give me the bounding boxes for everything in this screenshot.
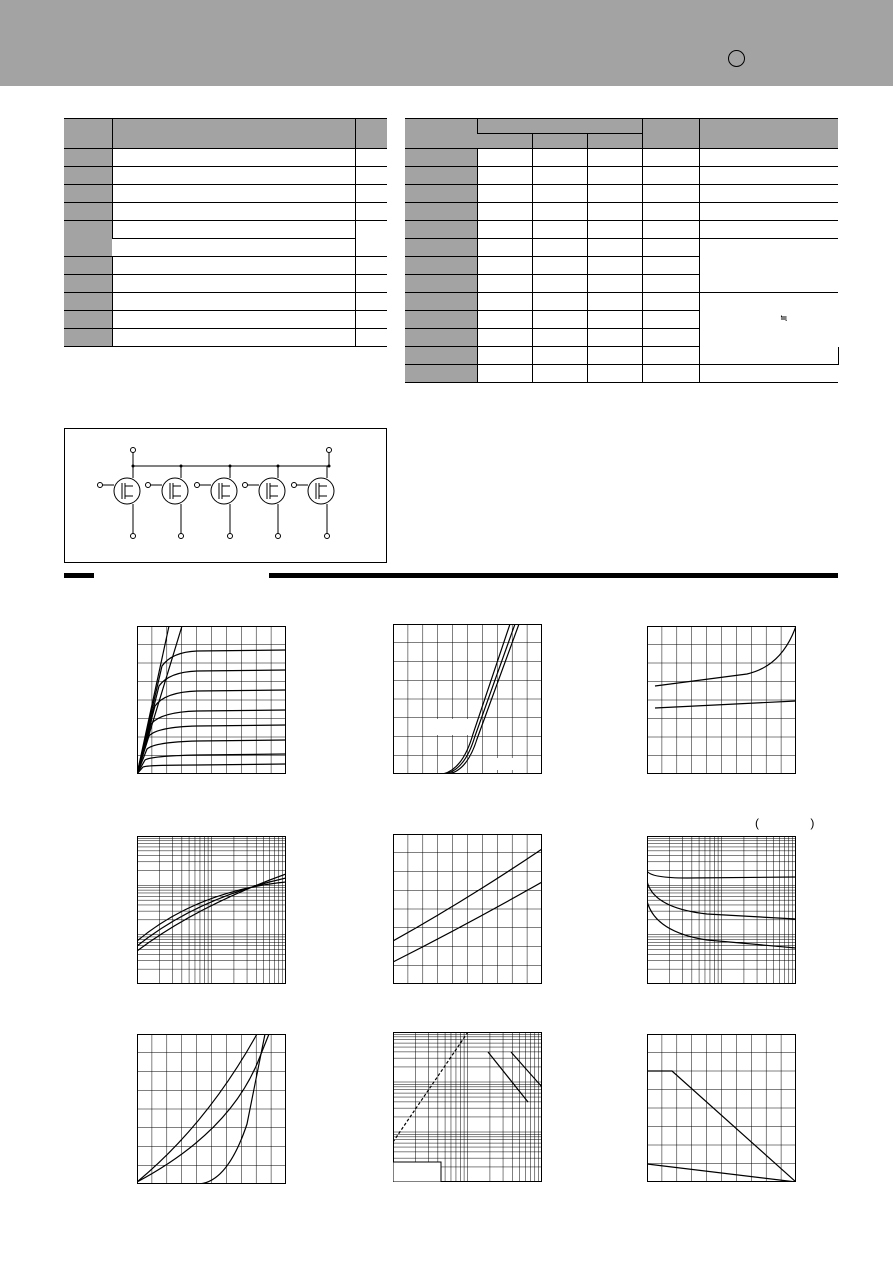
table-row: [405, 239, 838, 257]
label-box: [483, 758, 518, 770]
grid: [647, 626, 796, 774]
table-row: [64, 257, 387, 275]
curve-2: [655, 701, 796, 708]
transistor-2: [146, 466, 189, 539]
transistor-5: [292, 466, 335, 539]
section-bar-right: [269, 573, 838, 578]
table-row: [405, 149, 838, 167]
chart-9: [647, 1034, 796, 1182]
label-box: [433, 719, 468, 735]
curve-1: [655, 626, 796, 686]
chart-7: [137, 1034, 286, 1184]
chart-4: [137, 836, 286, 984]
grid: [137, 836, 286, 984]
electrical-characteristics-table: [405, 118, 838, 383]
transistor-3: [195, 466, 238, 539]
table-row: [64, 185, 387, 203]
curve-1: [137, 1034, 257, 1182]
curve-2: [137, 1034, 269, 1182]
table-row: [405, 167, 838, 185]
chart-3: [647, 626, 796, 774]
table-row: [64, 203, 387, 221]
table-row: [405, 365, 838, 383]
table-row: [405, 293, 838, 311]
grid: [393, 624, 542, 774]
circle-mark-icon: [728, 50, 745, 67]
grid: [393, 834, 542, 984]
curve-2: [488, 1052, 528, 1102]
table-row: [405, 221, 838, 239]
transistor-1: [98, 466, 141, 539]
grid: [393, 1032, 542, 1182]
circuit-diagram: [64, 428, 387, 563]
paren-marks: ( ): [755, 816, 839, 830]
approx-symbol: ≒: [780, 313, 788, 323]
table-row: [64, 293, 387, 311]
label-box: [393, 1162, 441, 1182]
chart-2: [393, 624, 542, 774]
header-band: [0, 0, 893, 86]
table-header-row: [405, 119, 838, 134]
table-row: [64, 221, 387, 239]
transistor-4: [243, 466, 286, 539]
table-row: [64, 239, 387, 257]
grid: [647, 836, 796, 984]
table-row: [64, 329, 387, 347]
circuit-svg: [65, 429, 386, 562]
table-row: [405, 203, 838, 221]
chart-8: [393, 1032, 542, 1182]
chart-1: [137, 626, 286, 774]
table-row: [64, 167, 387, 185]
section-bar-left: [64, 573, 94, 578]
table-row: [64, 275, 387, 293]
chart-6: [647, 836, 796, 984]
absolute-ratings-table: [64, 118, 387, 347]
table-row: [64, 311, 387, 329]
table-row: [405, 185, 838, 203]
table-row: [64, 149, 387, 167]
chart-5: [393, 834, 542, 984]
table-header-row: [64, 119, 387, 149]
grid: [647, 1034, 796, 1182]
